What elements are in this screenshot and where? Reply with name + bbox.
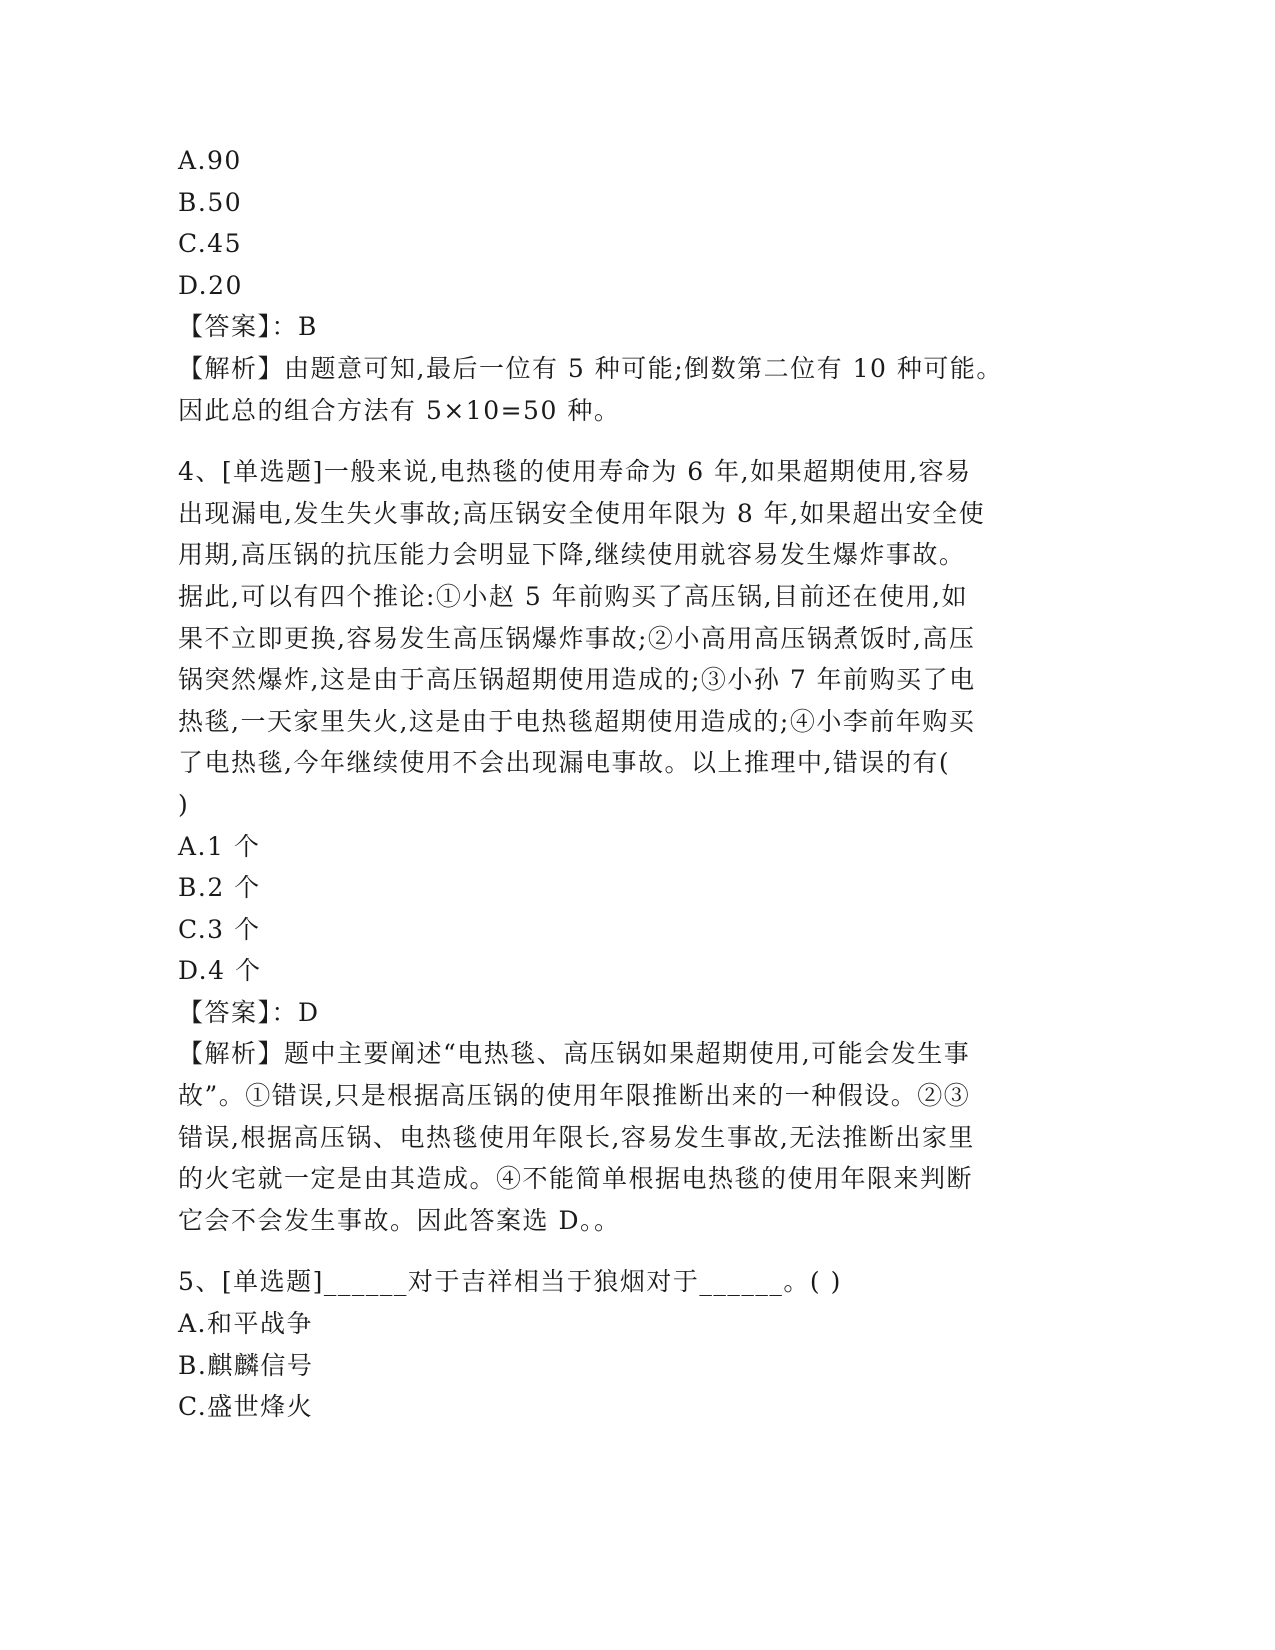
analysis-line: 的火宅就一定是由其造成。④不能简单根据电热毯的使用年限来判断 bbox=[178, 1164, 974, 1194]
analysis-line: 它会不会发生事故。因此答案选 D。。 bbox=[178, 1205, 621, 1235]
analysis-label: 【解析】 bbox=[178, 353, 285, 383]
option-c: C.45 bbox=[178, 229, 242, 259]
question-stem-line: 5、[单选题]______对于吉祥相当于狼烟对于______。( ) bbox=[178, 1267, 842, 1297]
question-stem-line: 果不立即更换,容易发生高压锅爆炸事故;②小高用高压锅煮饭时,高压 bbox=[178, 623, 976, 653]
answer-value: ：B bbox=[271, 312, 318, 342]
option-b: B.50 bbox=[178, 187, 243, 217]
question-4 bbox=[178, 451, 1038, 1241]
option-a: A.和平战争 bbox=[178, 1309, 314, 1339]
answer-value: ：D bbox=[271, 997, 320, 1027]
question-stem-line: 了电热毯,今年继续使用不会出现漏电事故。以上推理中,错误的有( bbox=[178, 748, 951, 778]
question-stem-line: 用期,高压锅的抗压能力会明显下降,继续使用就容易发生爆炸事故。 bbox=[178, 540, 966, 570]
question-stem-line: 据此,可以有四个推论:①小赵 5 年前购买了高压锅,目前还在使用,如 bbox=[178, 581, 969, 611]
option-d: D.4 个 bbox=[178, 956, 262, 986]
spacer bbox=[178, 1241, 1038, 1261]
question-stem-line: ) bbox=[178, 789, 190, 819]
document-page bbox=[178, 140, 1038, 1428]
option-a: A.1 个 bbox=[178, 831, 261, 861]
analysis-text: 题中主要阐述“电热毯、高压锅如果超期使用,可能会发生事 bbox=[284, 1039, 971, 1069]
analysis-text: 由题意可知,最后一位有 5 种可能;倒数第二位有 10 种可能。 bbox=[284, 353, 1003, 383]
analysis-line: 错误,根据高压锅、电热毯使用年限长,容易发生事故,无法推断出家里 bbox=[178, 1122, 975, 1152]
question-3 bbox=[178, 140, 1038, 431]
option-b: B.2 个 bbox=[178, 873, 261, 903]
question-stem-line: 锅突然爆炸,这是由于高压锅超期使用造成的;③小孙 7 年前购买了电 bbox=[178, 665, 976, 695]
analysis-label: 【解析】 bbox=[178, 1039, 285, 1069]
option-c: C.3 个 bbox=[178, 914, 261, 944]
option-b: B.麒麟信号 bbox=[178, 1350, 314, 1380]
question-stem-line: 4、[单选题]一般来说,电热毯的使用寿命为 6 年,如果超期使用,容易 bbox=[178, 457, 972, 487]
option-a: A.90 bbox=[178, 146, 242, 175]
question-stem-line: 出现漏电,发生失火事故;高压锅安全使用年限为 8 年,如果超出安全使 bbox=[178, 498, 986, 528]
question-stem-line: 热毯,一天家里失火,这是由于电热毯超期使用造成的;④小李前年购买 bbox=[178, 706, 976, 736]
answer-label: 【答案】 bbox=[178, 997, 272, 1027]
analysis-line bbox=[178, 348, 1038, 390]
option-c: C.盛世烽火 bbox=[178, 1392, 314, 1422]
analysis-line bbox=[178, 1033, 1038, 1075]
analysis-line: 故”。①错误,只是根据高压锅的使用年限推断出来的一种假设。②③ bbox=[178, 1081, 971, 1111]
answer-line bbox=[178, 992, 1038, 1034]
answer-label: 【答案】 bbox=[178, 312, 272, 342]
question-5 bbox=[178, 1261, 1038, 1427]
option-d: D.20 bbox=[178, 270, 243, 300]
analysis-line: 因此总的组合方法有 5×10=50 种。 bbox=[178, 395, 621, 425]
answer-line bbox=[178, 306, 1038, 348]
spacer bbox=[178, 431, 1038, 451]
